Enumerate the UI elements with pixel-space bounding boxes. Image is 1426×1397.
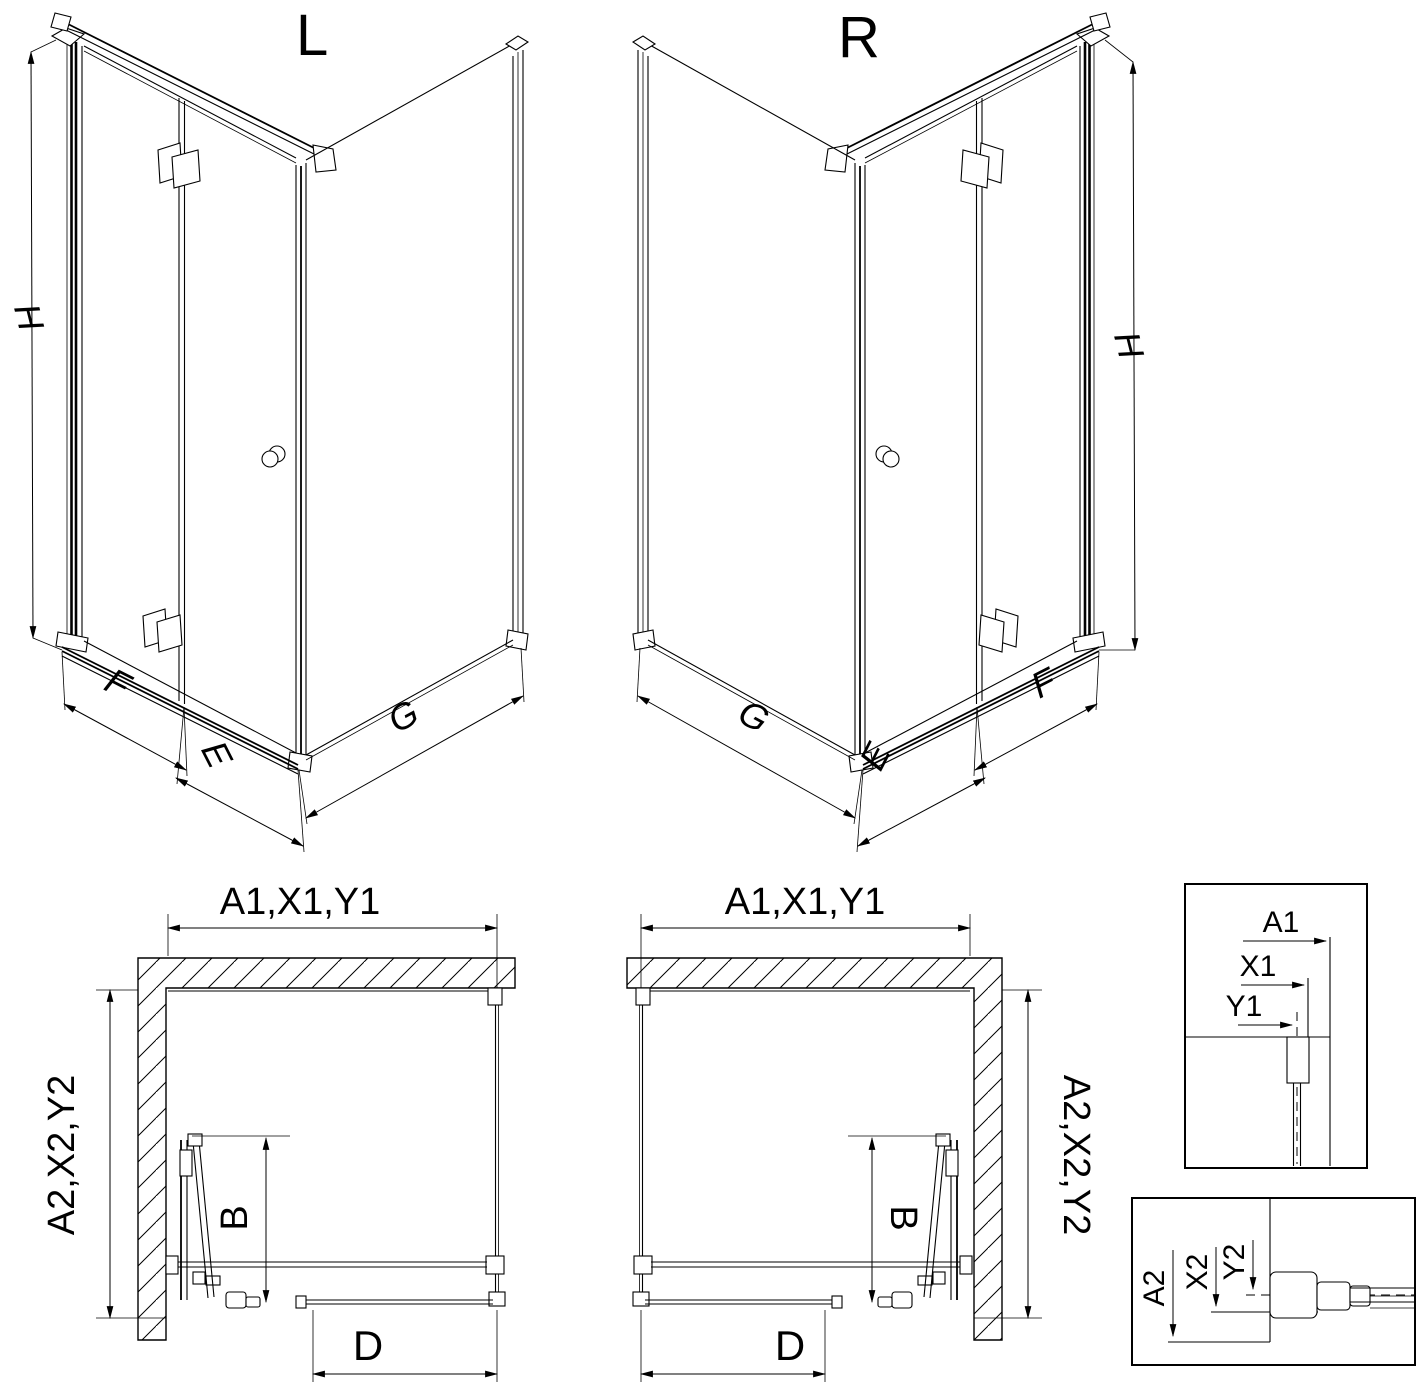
dim-label-f-left: F [98,659,137,707]
detail-label-x1: X1 [1239,950,1277,983]
corner-post-left-iso [288,163,312,772]
detail-label-x2: X2 [1181,1253,1214,1291]
dim-label-h-right: H [1106,327,1153,363]
wall-profile-right-iso [1073,28,1109,652]
detail-label-y2: Y2 [1218,1243,1251,1281]
hinge-top-icon [158,143,200,188]
detail-dim-a1 [1243,906,1326,941]
hinge-bottom-icon [979,609,1018,652]
dim-label-d-right: D [774,1322,806,1369]
dim-d-left [313,1310,497,1382]
dim-label-d-left: D [352,1322,384,1369]
dim-label-g-left: G [381,691,426,741]
hinge-bottom-icon [143,609,182,652]
detail-dim-y1 [1226,990,1292,1025]
dim-f-left [62,652,187,776]
door-knob-icon [876,446,899,467]
detail-dim-y2 [1218,1240,1253,1289]
variant-label-left: L [296,3,329,68]
dim-label-a2x2y2-right: A2,X2,Y2 [1055,1074,1097,1236]
side-panel-right-iso [633,36,855,760]
detail-label-y1: Y1 [1225,990,1263,1023]
dim-label-a1x1y1-right: A1,X1,Y1 [724,881,886,923]
plan-view-right [627,881,1097,1382]
door-knob-icon [262,446,285,467]
dim-label-e-left: E [193,734,241,775]
iso-view-left [6,3,528,852]
detail-dim-x1 [1240,950,1304,985]
wall-hatch-right-plan [627,958,1002,1340]
dim-label-b-left: B [214,1205,256,1231]
enclosure-left-plan [166,988,505,1308]
variant-label-right: R [838,5,880,70]
dim-d-right [641,1310,825,1382]
side-panel-left-iso [306,36,528,760]
dim-e-right [851,707,985,852]
plan-view-left [41,881,515,1382]
dim-height-right [1099,40,1152,650]
hinge-top-icon [961,143,1003,188]
dim-label-h-left: H [6,299,53,335]
corner-post-right-iso [849,163,873,772]
iso-view-right [633,5,1152,852]
dim-height-left [6,40,62,650]
detail-label-a1: A1 [1262,906,1300,939]
dim-label-g-right: G [731,691,776,741]
dim-label-b-right: B [882,1205,924,1231]
support-bar-icon [51,13,336,172]
dim-label-f-right: F [1024,659,1063,707]
dim-label-a1x1y1-left: A1,X1,Y1 [219,881,381,923]
detail-box-top [1185,884,1367,1168]
detail-dim-x2 [1181,1247,1216,1306]
dim-g-right [637,648,862,824]
dim-f-right [974,652,1099,776]
dim-g-left [299,648,524,824]
dim-label-a2x2y2-left: A2,X2,Y2 [41,1074,83,1236]
wall-profile-left-iso [52,28,88,652]
enclosure-right-plan [633,988,972,1308]
dim-e-left [176,707,304,852]
dim-label-e-right: E [851,736,899,777]
detail-label-a2: A2 [1138,1269,1171,1307]
detail-box-bottom [1132,1198,1415,1365]
detail-dim-a2 [1138,1250,1173,1336]
